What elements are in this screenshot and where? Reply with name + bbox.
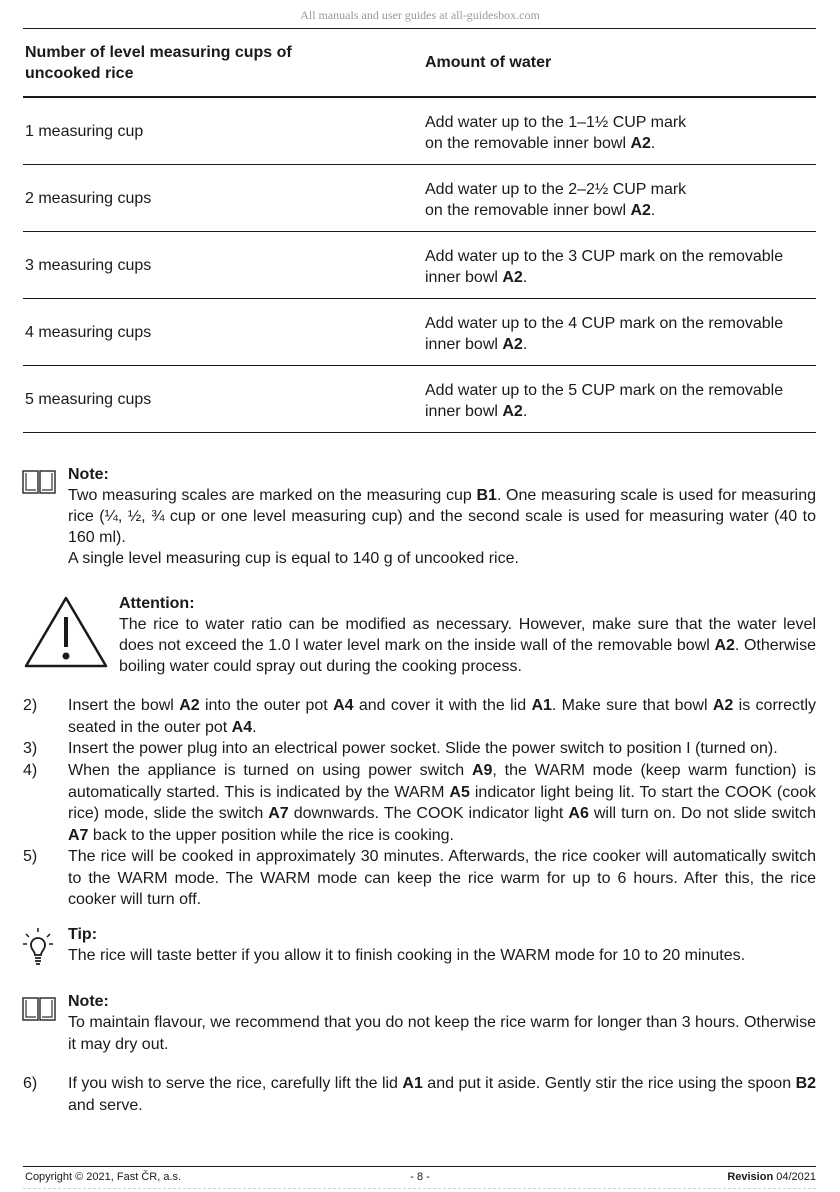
header-cups: Number of level measuring cups of uncooked rice — [25, 43, 292, 82]
note-block — [68, 464, 816, 569]
footer-copyright: Copyright © 2021, Fast ČR, a.s. — [25, 1171, 182, 1183]
step-item — [23, 760, 816, 846]
water-cell: Add water up to the 1–1½ CUP mark on the removable inner bowl A2. — [425, 114, 687, 152]
water-cell: Add water up to the 4 CUP mark on the removable inner bowl A2. — [425, 315, 784, 353]
table-row — [23, 165, 816, 232]
header-water: Amount of water — [425, 54, 552, 71]
step-number: 3) — [23, 740, 38, 757]
step-number: 5) — [23, 848, 38, 865]
footer-divider — [23, 1166, 816, 1167]
water-ratio-table — [23, 28, 816, 433]
cups-cell: 3 measuring cups — [25, 256, 152, 274]
step-text: The rice will be cooked in approximately 30 minutes. Afterwards, the rice cooker will automatically switch to the WARM mode. The WARM mode can keep the rice warm for up to 6 hours. After this, the rice cooker will turn off. — [68, 848, 816, 908]
table-row — [23, 299, 816, 366]
footer-revision: Revision 04/2021 — [727, 1171, 816, 1183]
cups-cell: 1 measuring cup — [25, 122, 144, 140]
step-item — [23, 738, 816, 760]
open-book-icon — [21, 994, 57, 1024]
tip-text: The rice will taste better if you allow it to finish cooking in the WARM mode for 10 to 20 minutes. — [68, 947, 746, 964]
note-text: To maintain flavour, we recommend that you do not keep the rice warm for longer than 3 hours. Otherwise it may dry out. — [68, 1014, 816, 1053]
bottom-dotted-edge — [23, 1188, 816, 1189]
attention-title: Attention: — [119, 595, 195, 612]
step-text: Insert the power plug into an electrical power socket. Slide the power switch to position I (turned on). — [68, 740, 778, 757]
cups-cell: 4 measuring cups — [25, 323, 152, 341]
step-item — [23, 846, 816, 911]
note-text: Two measuring scales are marked on the measuring cup B1. One measuring scale is used for measuring rice (¼, ½, ¾ cup or one level measuring cup) and the second scale is used for measuring water (40 to 160 ml). — [68, 487, 817, 546]
table-header — [23, 29, 816, 98]
attention-block — [119, 593, 816, 677]
table-row — [23, 366, 816, 433]
lightbulb-icon — [22, 926, 54, 966]
step-number: 2) — [23, 697, 38, 714]
tip-title: Tip: — [68, 926, 98, 943]
open-book-icon — [21, 467, 57, 497]
step-text: If you wish to serve the rice, carefully lift the lid A1 and put it aside. Gently stir the rice using the spoon B2 and serve. — [68, 1075, 817, 1114]
table-row — [23, 98, 816, 165]
step-item — [23, 695, 816, 738]
table-row — [23, 232, 816, 299]
step-number: 6) — [23, 1075, 38, 1092]
watermark: All manuals and user guides at all-guidesbox.com — [300, 8, 540, 22]
page-number: - 8 - — [410, 1171, 430, 1183]
water-cell: Add water up to the 5 CUP mark on the removable inner bowl A2. — [425, 382, 784, 420]
step-number: 4) — [23, 762, 38, 779]
note-text: A single level measuring cup is equal to 140 g of uncooked rice. — [68, 550, 519, 567]
cups-cell: 5 measuring cups — [25, 390, 152, 408]
note-title: Note: — [68, 466, 109, 483]
tip-block — [68, 924, 816, 966]
cups-cell: 2 measuring cups — [25, 189, 152, 207]
note-title: Note: — [68, 993, 109, 1010]
water-cell: Add water up to the 2–2½ CUP mark on the removable inner bowl A2. — [425, 181, 687, 219]
step-text: When the appliance is turned on using power switch A9, the WARM mode (keep warm function) is automatically started. This is indicated by the WARM A5 indicator light being lit. To start the COOK (cook rice) mode, slide the switch A7 downwards. The COOK indicator light A6 will turn on. Do not slide switch A7 back to the upper position while the rice is cooking. — [68, 762, 817, 844]
note-block — [68, 991, 816, 1056]
step-item — [23, 1073, 816, 1116]
step-text: Insert the bowl A2 into the outer pot A4 and cover it with the lid A1. Make sure that bowl A2 is correctly seated in the outer pot A4. — [68, 697, 817, 736]
water-cell: Add water up to the 3 CUP mark on the removable inner bowl A2. — [425, 248, 784, 286]
warning-triangle-icon — [23, 595, 109, 669]
attention-text: The rice to water ratio can be modified as necessary. However, make sure that the water level does not exceed the 1.0 l water level mark on the inside wall of the removable bowl A2. Otherwise boiling water could spray out during the cooking process. — [119, 616, 817, 675]
